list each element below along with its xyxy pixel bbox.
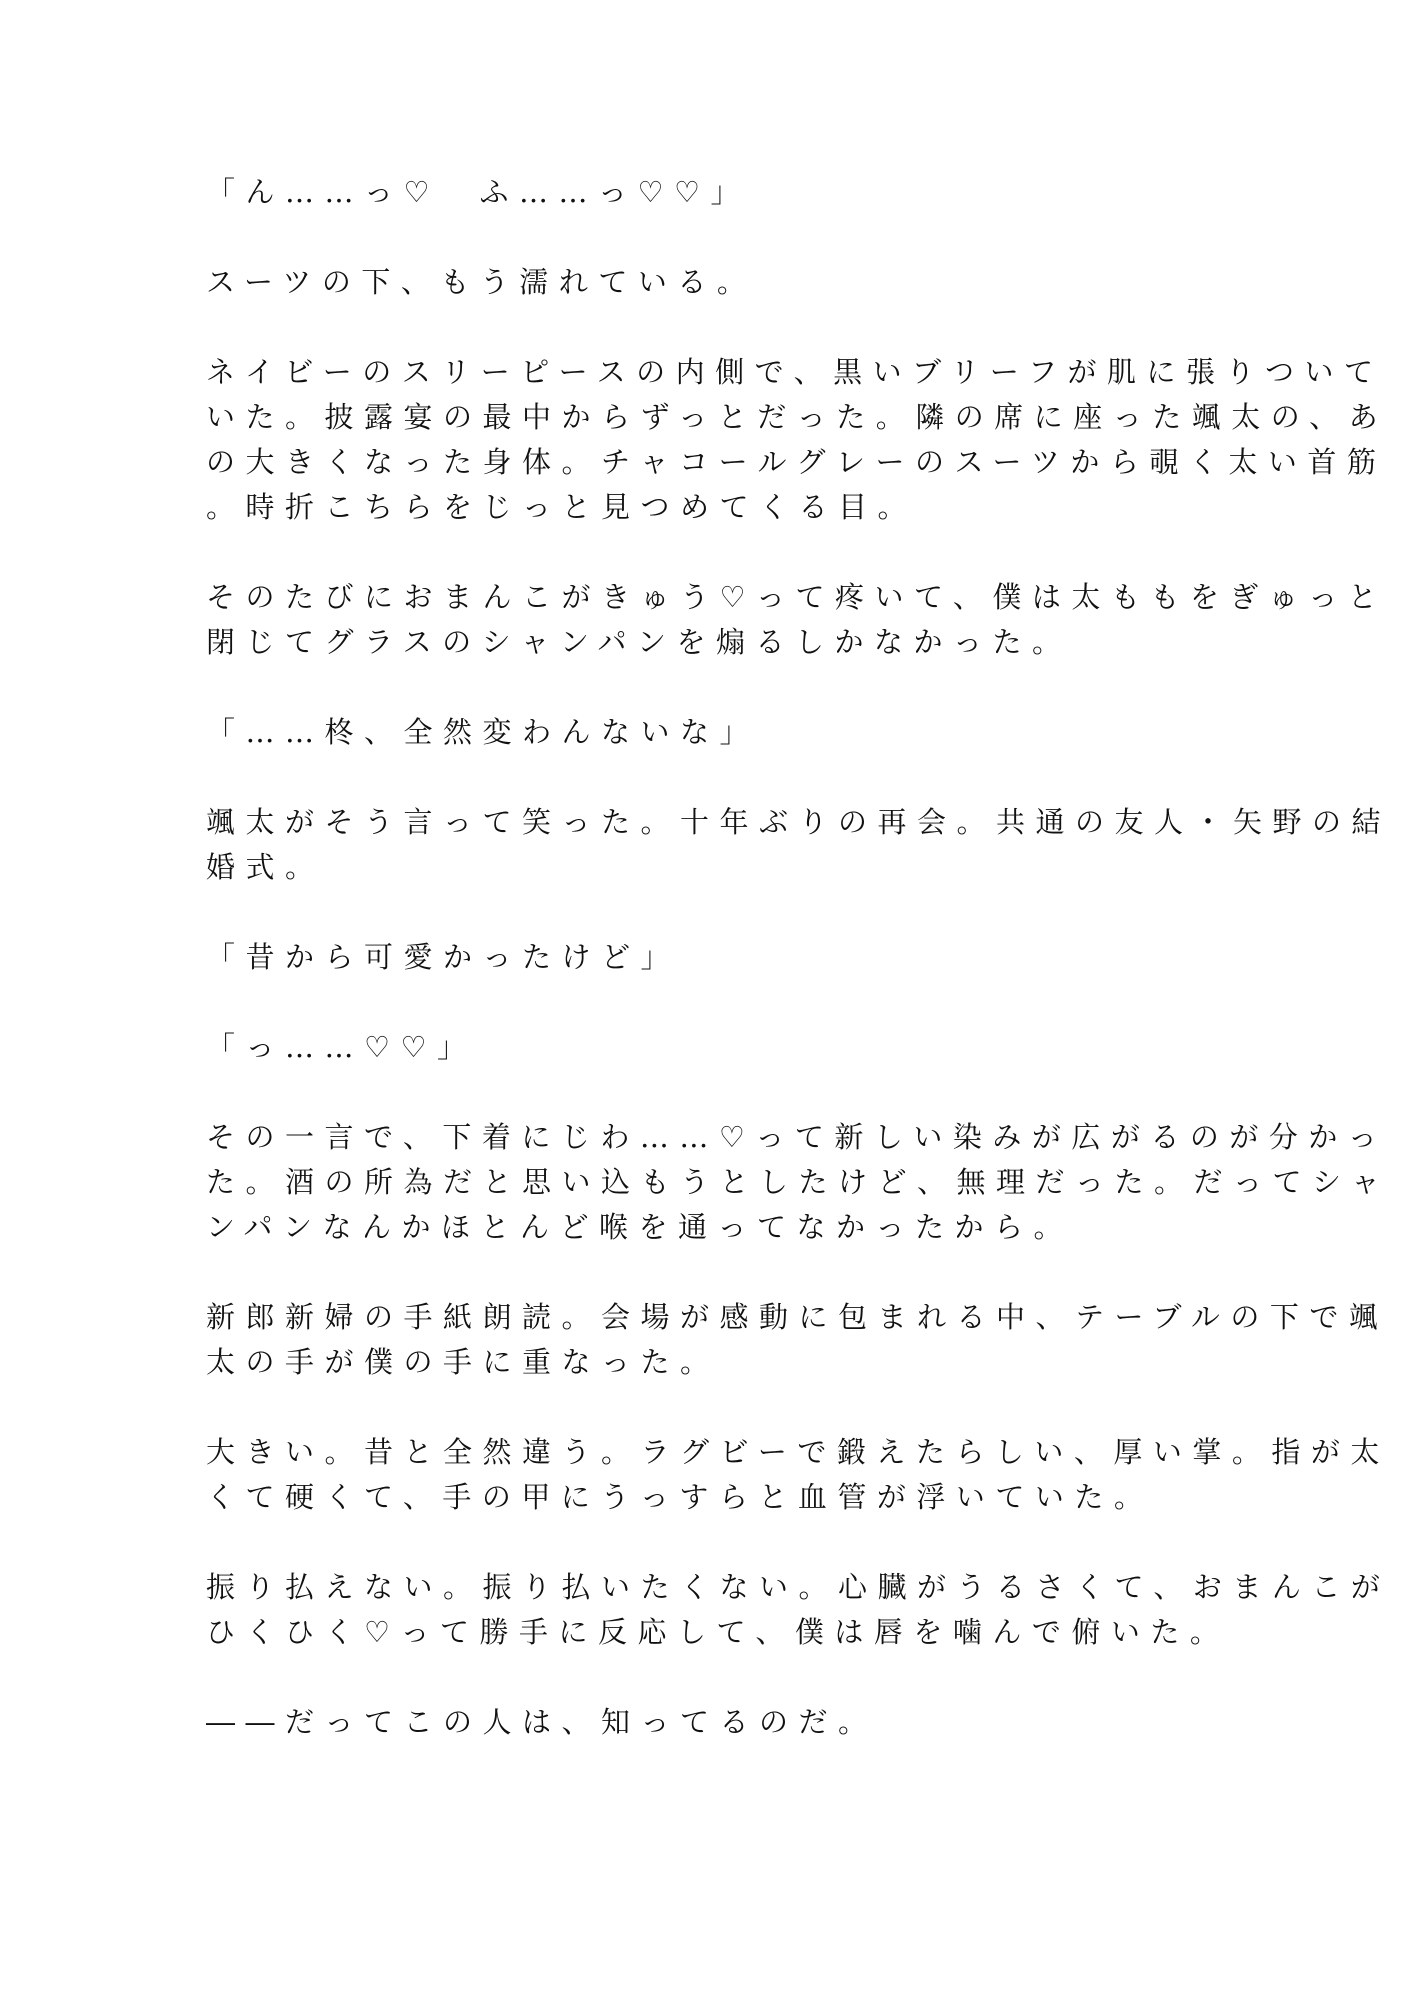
text-line: ひくひく♡って勝手に反応して、僕は唇を噛んで俯いた。: [206, 1615, 1230, 1649]
paragraph: [206, 350, 1389, 530]
paragraph: [206, 710, 1206, 755]
paragraph: [206, 1430, 1390, 1520]
text-line: 「……柊、全然変わんないな」: [206, 715, 760, 749]
text-line: スーツの下、もう濡れている。: [206, 265, 757, 299]
paragraph: [206, 1295, 1389, 1385]
paragraph: [206, 575, 1388, 665]
paragraph: [206, 1565, 1391, 1655]
text-line: 「ん……っ♡ ふ……っ♡♡」: [206, 175, 750, 209]
text-line: 閉じてグラスのシャンパンを煽るしかなかった。: [206, 625, 1072, 659]
text-line: の大きくなった身体。チャコールグレーのスーツから覗く太い首筋: [206, 445, 1387, 479]
text-line: 「昔から可愛かったけど」: [206, 940, 681, 974]
text-line: た。酒の所為だと思い込もうとしたけど、無理だった。だってシャ: [206, 1165, 1391, 1199]
text-line: いた。披露宴の最中からずっとだった。隣の席に座った颯太の、あ: [206, 400, 1389, 434]
text-line: 婚式。: [206, 850, 325, 884]
text-line: 大きい。昔と全然違う。ラグビーで鍛えたらしい、厚い掌。指が太: [206, 1435, 1390, 1469]
paragraph: [206, 170, 1206, 215]
text-line: ンパンなんかほとんど喉を通ってなかったから。: [206, 1210, 1073, 1244]
paragraph: [206, 935, 1206, 980]
text-line: その一言で、下着にじわ……♡って新しい染みが広がるのが分かっ: [206, 1120, 1388, 1154]
text-line: 「っ……♡♡」: [206, 1030, 477, 1064]
paragraph: [206, 1025, 1206, 1070]
paragraph: [206, 1115, 1391, 1250]
text-line: 颯太がそう言って笑った。十年ぶりの再会。共通の友人・矢野の結: [206, 805, 1392, 839]
text-line: ――だってこの人は、知ってるのだ。: [206, 1705, 878, 1739]
paragraph: [206, 1700, 1206, 1745]
document-body: [206, 170, 1392, 1790]
paragraph: [206, 800, 1392, 890]
text-line: 振り払えない。振り払いたくない。心臓がうるさくて、おまんこが: [206, 1570, 1391, 1604]
text-line: 。時折こちらをじっと見つめてくる目。: [206, 490, 918, 524]
paragraph: [206, 260, 1206, 305]
text-line: 新郎新婦の手紙朗読。会場が感動に包まれる中、テーブルの下で颯: [206, 1300, 1389, 1334]
text-line: 太の手が僕の手に重なった。: [206, 1345, 720, 1379]
text-line: くて硬くて、手の甲にうっすらと血管が浮いていた。: [206, 1480, 1154, 1514]
text-line: ネイビーのスリーピースの内側で、黒いブリーフが肌に張りついて: [206, 355, 1384, 389]
text-line: そのたびにおまんこがきゅう♡って疼いて、僕は太ももをぎゅっと: [206, 580, 1388, 614]
